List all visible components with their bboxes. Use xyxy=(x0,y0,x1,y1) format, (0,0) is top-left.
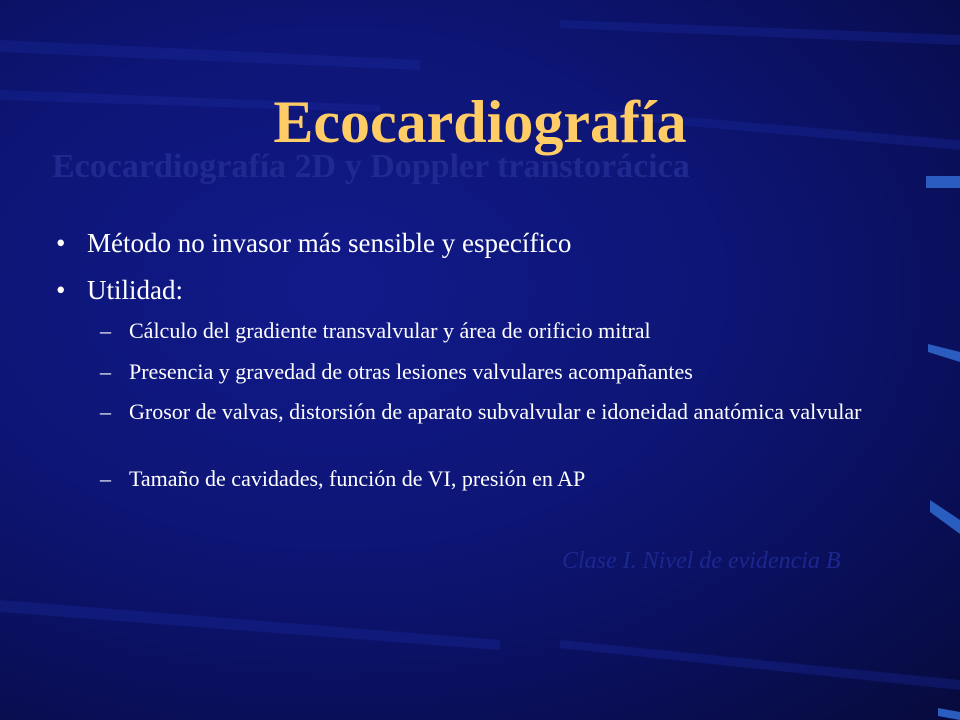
sub-bullet-marker: – xyxy=(100,466,111,491)
slide-subtitle: Ecocardiografía 2D y Doppler transtorácica xyxy=(52,148,690,185)
evidence-note: Clase I. Nivel de evidencia B xyxy=(562,548,841,574)
bullet-marker: • xyxy=(56,228,66,258)
sub-bullet-marker: – xyxy=(100,318,111,343)
sub-bullet-text: Presencia y gravedad de otras lesiones valvulares acompañantes xyxy=(129,359,693,384)
sub-bullet-text: Tamaño de cavidades, función de VI, presión en AP xyxy=(129,466,586,491)
slide-title: Ecocardiografía xyxy=(273,89,687,155)
sub-bullet-text: Grosor de valvas, distorsión de aparato subvalvular e idoneidad anatómica valvular xyxy=(129,399,862,424)
bullet-marker: • xyxy=(56,275,66,305)
sub-bullet-text: Cálculo del gradiente transvalvular y área de orificio mitral xyxy=(129,318,651,343)
bullet-text: Método no invasor más sensible y específico xyxy=(87,228,572,258)
sub-bullet-marker: – xyxy=(100,359,111,384)
bullet-text: Utilidad: xyxy=(87,275,183,305)
sub-bullet-marker: – xyxy=(100,399,111,424)
